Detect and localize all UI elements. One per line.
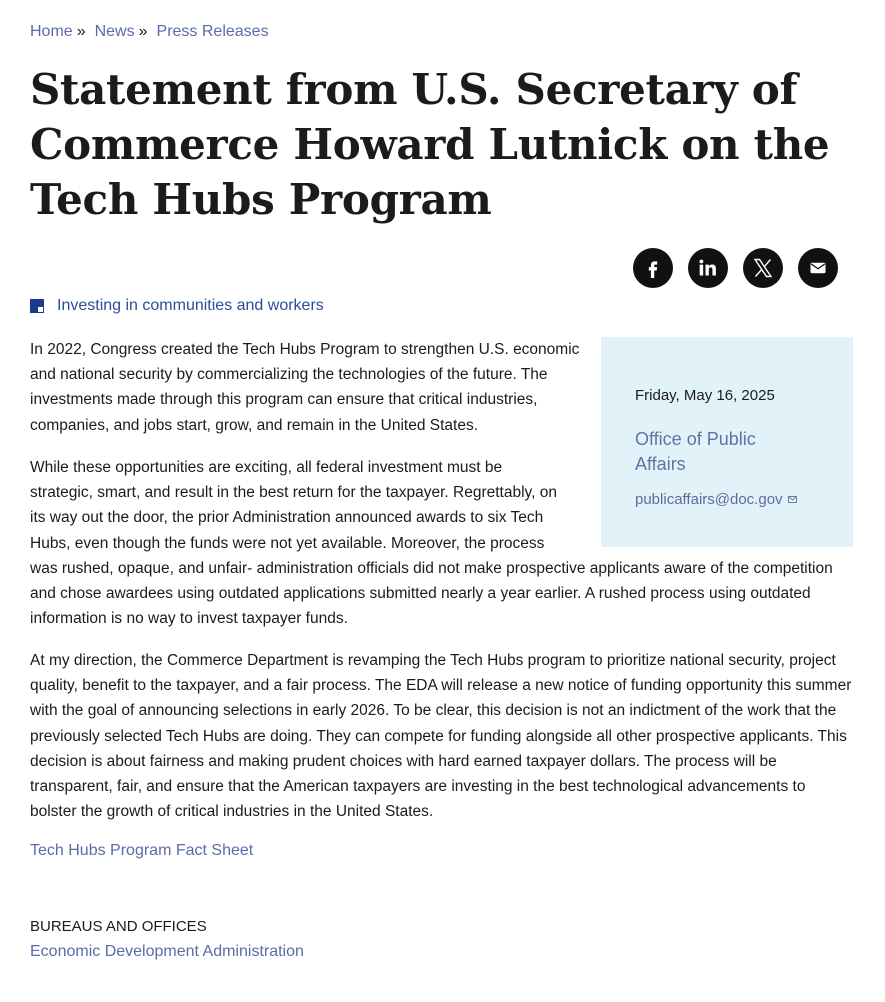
topic-tag <box>30 297 324 315</box>
article-paragraph-3: At my direction, the Commerce Department is revamping the Tech Hubs program to prioritize national security, project quality, benefit to the taxpayer, and a fair process. The EDA will release a new notice of funding opportunity this summer with the goal of announcing selections in early 2026. To be clear, this decision is not an indictment of the work that the previously selected Tech Hubs are doing. They can compete for funding alongside all other prospective applicants. This decision is about fairness and making prudent choices with hard earned taxpayer dollars. The process will be transparent, fair, and ensure that the American taxpayers are investing in the best technological advancements to bolster the growth of critical industries in the United States. <box>30 652 852 821</box>
bureau-link[interactable]: Economic Development Administration <box>30 943 304 960</box>
page-title: Statement from U.S. Secretary of Commerce Howard Lutnick on the Tech Hubs Program <box>30 65 830 224</box>
email-share-button[interactable] <box>798 248 838 288</box>
release-date: Friday, May 16, 2025 <box>635 387 775 404</box>
breadcrumb-separator: » <box>138 23 148 40</box>
linkedin-icon <box>698 258 718 278</box>
breadcrumb-press-releases[interactable]: Press Releases <box>156 23 269 40</box>
contact-email-text: publicaffairs@doc.gov <box>635 491 783 508</box>
topic-link[interactable]: Investing in communities and workers <box>57 297 324 314</box>
facebook-share-button[interactable] <box>633 248 673 288</box>
email-icon <box>809 259 827 277</box>
fact-sheet-link[interactable]: Tech Hubs Program Fact Sheet <box>30 842 254 859</box>
office-name: Office of Public Affairs <box>635 429 756 474</box>
article-paragraph-1: In 2022, Congress created the Tech Hubs Program to strengthen U.S. economic and national security by commercializing the technologies of the future. The investments made through this program can ensure that critical industries, companies, and jobs start, grow, and remain in the United States. <box>30 341 580 434</box>
linkedin-share-button[interactable] <box>688 248 728 288</box>
article-paragraph-2-text: While these opportunities are exciting, all federal investment must be strategic, smart, and result in the best return for the taxpayer. Regrettably, on its way out the door, the prior Administration announced awards to six Tech Hubs, even though the funds were not yet available. Moreover, the process was rushed, opaque, and unfair- administration officials did not make prospective applicants aware of the competition and chose awardees using outdated applications submitted nearly a year earlier. A rushed process using outdated information is no way to invest taxpayer funds. <box>30 459 833 628</box>
breadcrumb-news[interactable]: News <box>94 23 135 40</box>
share-bar <box>633 248 838 288</box>
bureaus-heading: BUREAUS AND OFFICES <box>30 918 207 935</box>
breadcrumb-separator: » <box>76 23 86 40</box>
breadcrumb <box>30 23 269 41</box>
tag-icon <box>30 299 44 313</box>
x-share-button[interactable] <box>743 248 783 288</box>
facebook-icon <box>643 258 663 278</box>
breadcrumb-home[interactable]: Home <box>30 23 73 40</box>
article-paragraph-2 <box>30 455 852 631</box>
x-icon <box>751 256 775 280</box>
